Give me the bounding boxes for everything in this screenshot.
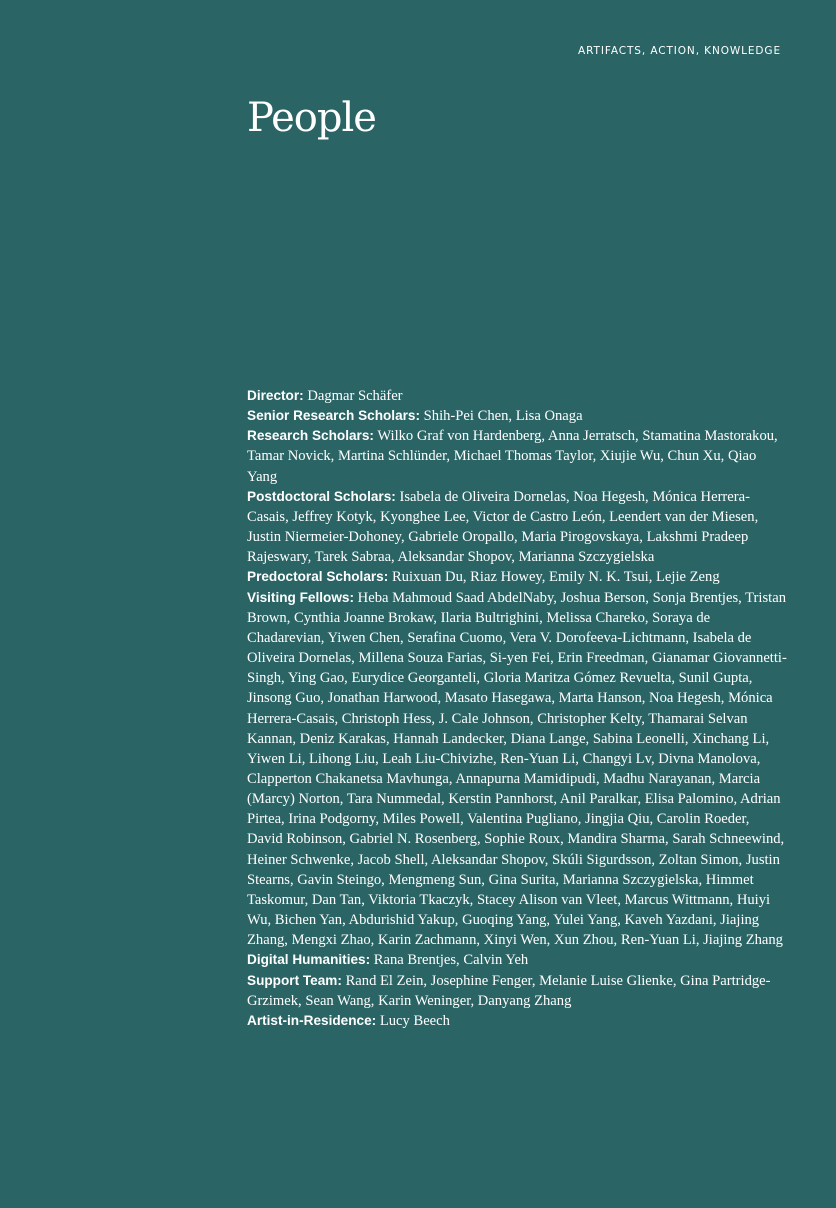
group-names: Wilko Graf von Hardenberg, Anna Jerratsch, Stamatina Mastorakou, Tamar Novick, Martina Schlünder, Michael Thomas Taylor, Xiujie Wu, Chun Xu, Qiao Yang — [247, 428, 778, 485]
group-label: Director: — [247, 388, 304, 403]
group-support-team — [247, 971, 787, 1011]
group-digital-humanities — [247, 950, 787, 970]
group-label: Predoctoral Scholars: — [247, 569, 389, 585]
group-research-scholars — [247, 426, 787, 486]
group-names: Isabela de Oliveira Dornelas, Noa Hegesh, Mónica Herrera-Casais, Jeffrey Kotyk, Kyonghee Lee, Victor de Castro León, Leendert van der Miesen, Justin Niermeier-Dohoney, Gabriele Oropallo, Maria Pirogovskaya, Lakshmi Pradeep Rajeswary, Tarek Sabraa, Aleksandar Shopov, Marianna Szczygielska — [247, 488, 759, 566]
group-label: Postdoctoral Scholars: — [247, 488, 396, 504]
group-names: Ruixuan Du, Riaz Howey, Emily N. K. Tsui, Lejie Zeng — [391, 569, 720, 586]
group-label: Senior Research Scholars: — [247, 408, 421, 424]
group-postdoctoral-scholars — [247, 487, 787, 568]
people-list — [247, 386, 787, 1031]
group-visiting-fellows — [247, 588, 787, 951]
group-predoctoral-scholars — [247, 567, 787, 587]
group-label: Research Scholars: — [247, 428, 374, 444]
group-senior-research-scholars — [247, 406, 787, 426]
running-head: ARTIFACTS, ACTION, KNOWLEDGE — [578, 45, 781, 57]
group-names: Shih-Pei Chen, Lisa Onaga — [423, 408, 583, 425]
group-artist-in-residence — [247, 1011, 787, 1031]
group-names: Heba Mahmoud Saad AbdelNaby, Joshua Berson, Sonja Brentjes, Tristan Brown, Cynthia Joanne Brokaw, Ilaria Bultrighini, Melissa Chareko, Soraya de Chadarevian, Yiwen Chen, Serafina Cuomo, Vera V. Dorofeeva-Lichtmann, Isabela de Oliveira Dornelas, Millena Souza Farias, Si-yen Fei, Erin Freedman, Gianamar Giovannetti-Singh, Ying Gao, Eurydice Georganteli, Gloria Maritza Gómez Revuelta, Sunil Gupta, Jinsong Guo, Jonathan Harwood, Masato Hasegawa, Marta Hanson, Noa Hegesh, Mónica Herrera-Casais, Christoph Hess, J. Cale Johnson, Christopher Kelty, Thamarai Selvan Kannan, Deniz Karakas, Hannah Landecker, Diana Lange, Sabina Leonelli, Xinchang Li, Yiwen Li, Lihong Liu, Leah Liu-Chivizhe, Ren-Yuan Li, Changyi Lv, Divna Manolova, Clapperton Chakanetsa Mavhunga, Annapurna Mamidipudi, Madhu Narayanan, Marcia (Marcy) Norton, Tara Nummedal, Kerstin Pannhorst, Anil Paralkar, Elisa Palomino, Adrian Pirtea, Irina Podgorny, Miles Powell, Valentina Pugliano, Jingjia Qiu, Carolin Roeder, David Robinson, Gabriel N. Rosenberg, Sophie Roux, Mandira Sharma, Sarah Schneewind, Heiner Schwenke, Jacob Shell, Aleksandar Shopov, Skúli Sigurdsson, Zoltan Simon, Justin Stearns, Gavin Steingo, Mengmeng Sun, Gina Surita, Marianna Szczygielska, Himmet Taskomur, Dan Tan, Viktoria Tkaczyk, Stacey Alison van Vleet, Marcus Wittmann, Huiyi Wu, Bichen Yan, Abdurishid Yakup, Guoqing Yang, Yulei Yang, Kaveh Yazdani, Jiajing Zhang, Mengxi Zhao, Karin Zachmann, Xinyi Wen, Xun Zhou, Ren-Yuan Li, Jiajing Zhang — [247, 589, 787, 949]
group-label: Digital Humanities: — [247, 952, 371, 968]
group-label: Artist-in-Residence: — [247, 1012, 377, 1028]
group-label: Visiting Fellows: — [247, 589, 355, 605]
group-names: Rana Brentjes, Calvin Yeh — [373, 952, 529, 969]
page-title: People — [247, 95, 376, 141]
group-names: Rand El Zein, Josephine Fenger, Melanie Luise Glienke, Gina Partridge-Grzimek, Sean Wang, Karin Weninger, Danyang Zhang — [247, 972, 771, 1009]
group-names: Lucy Beech — [379, 1012, 450, 1029]
group-label: Support Team: — [247, 972, 342, 988]
group-director — [247, 386, 787, 406]
group-names: Dagmar Schäfer — [307, 388, 403, 404]
